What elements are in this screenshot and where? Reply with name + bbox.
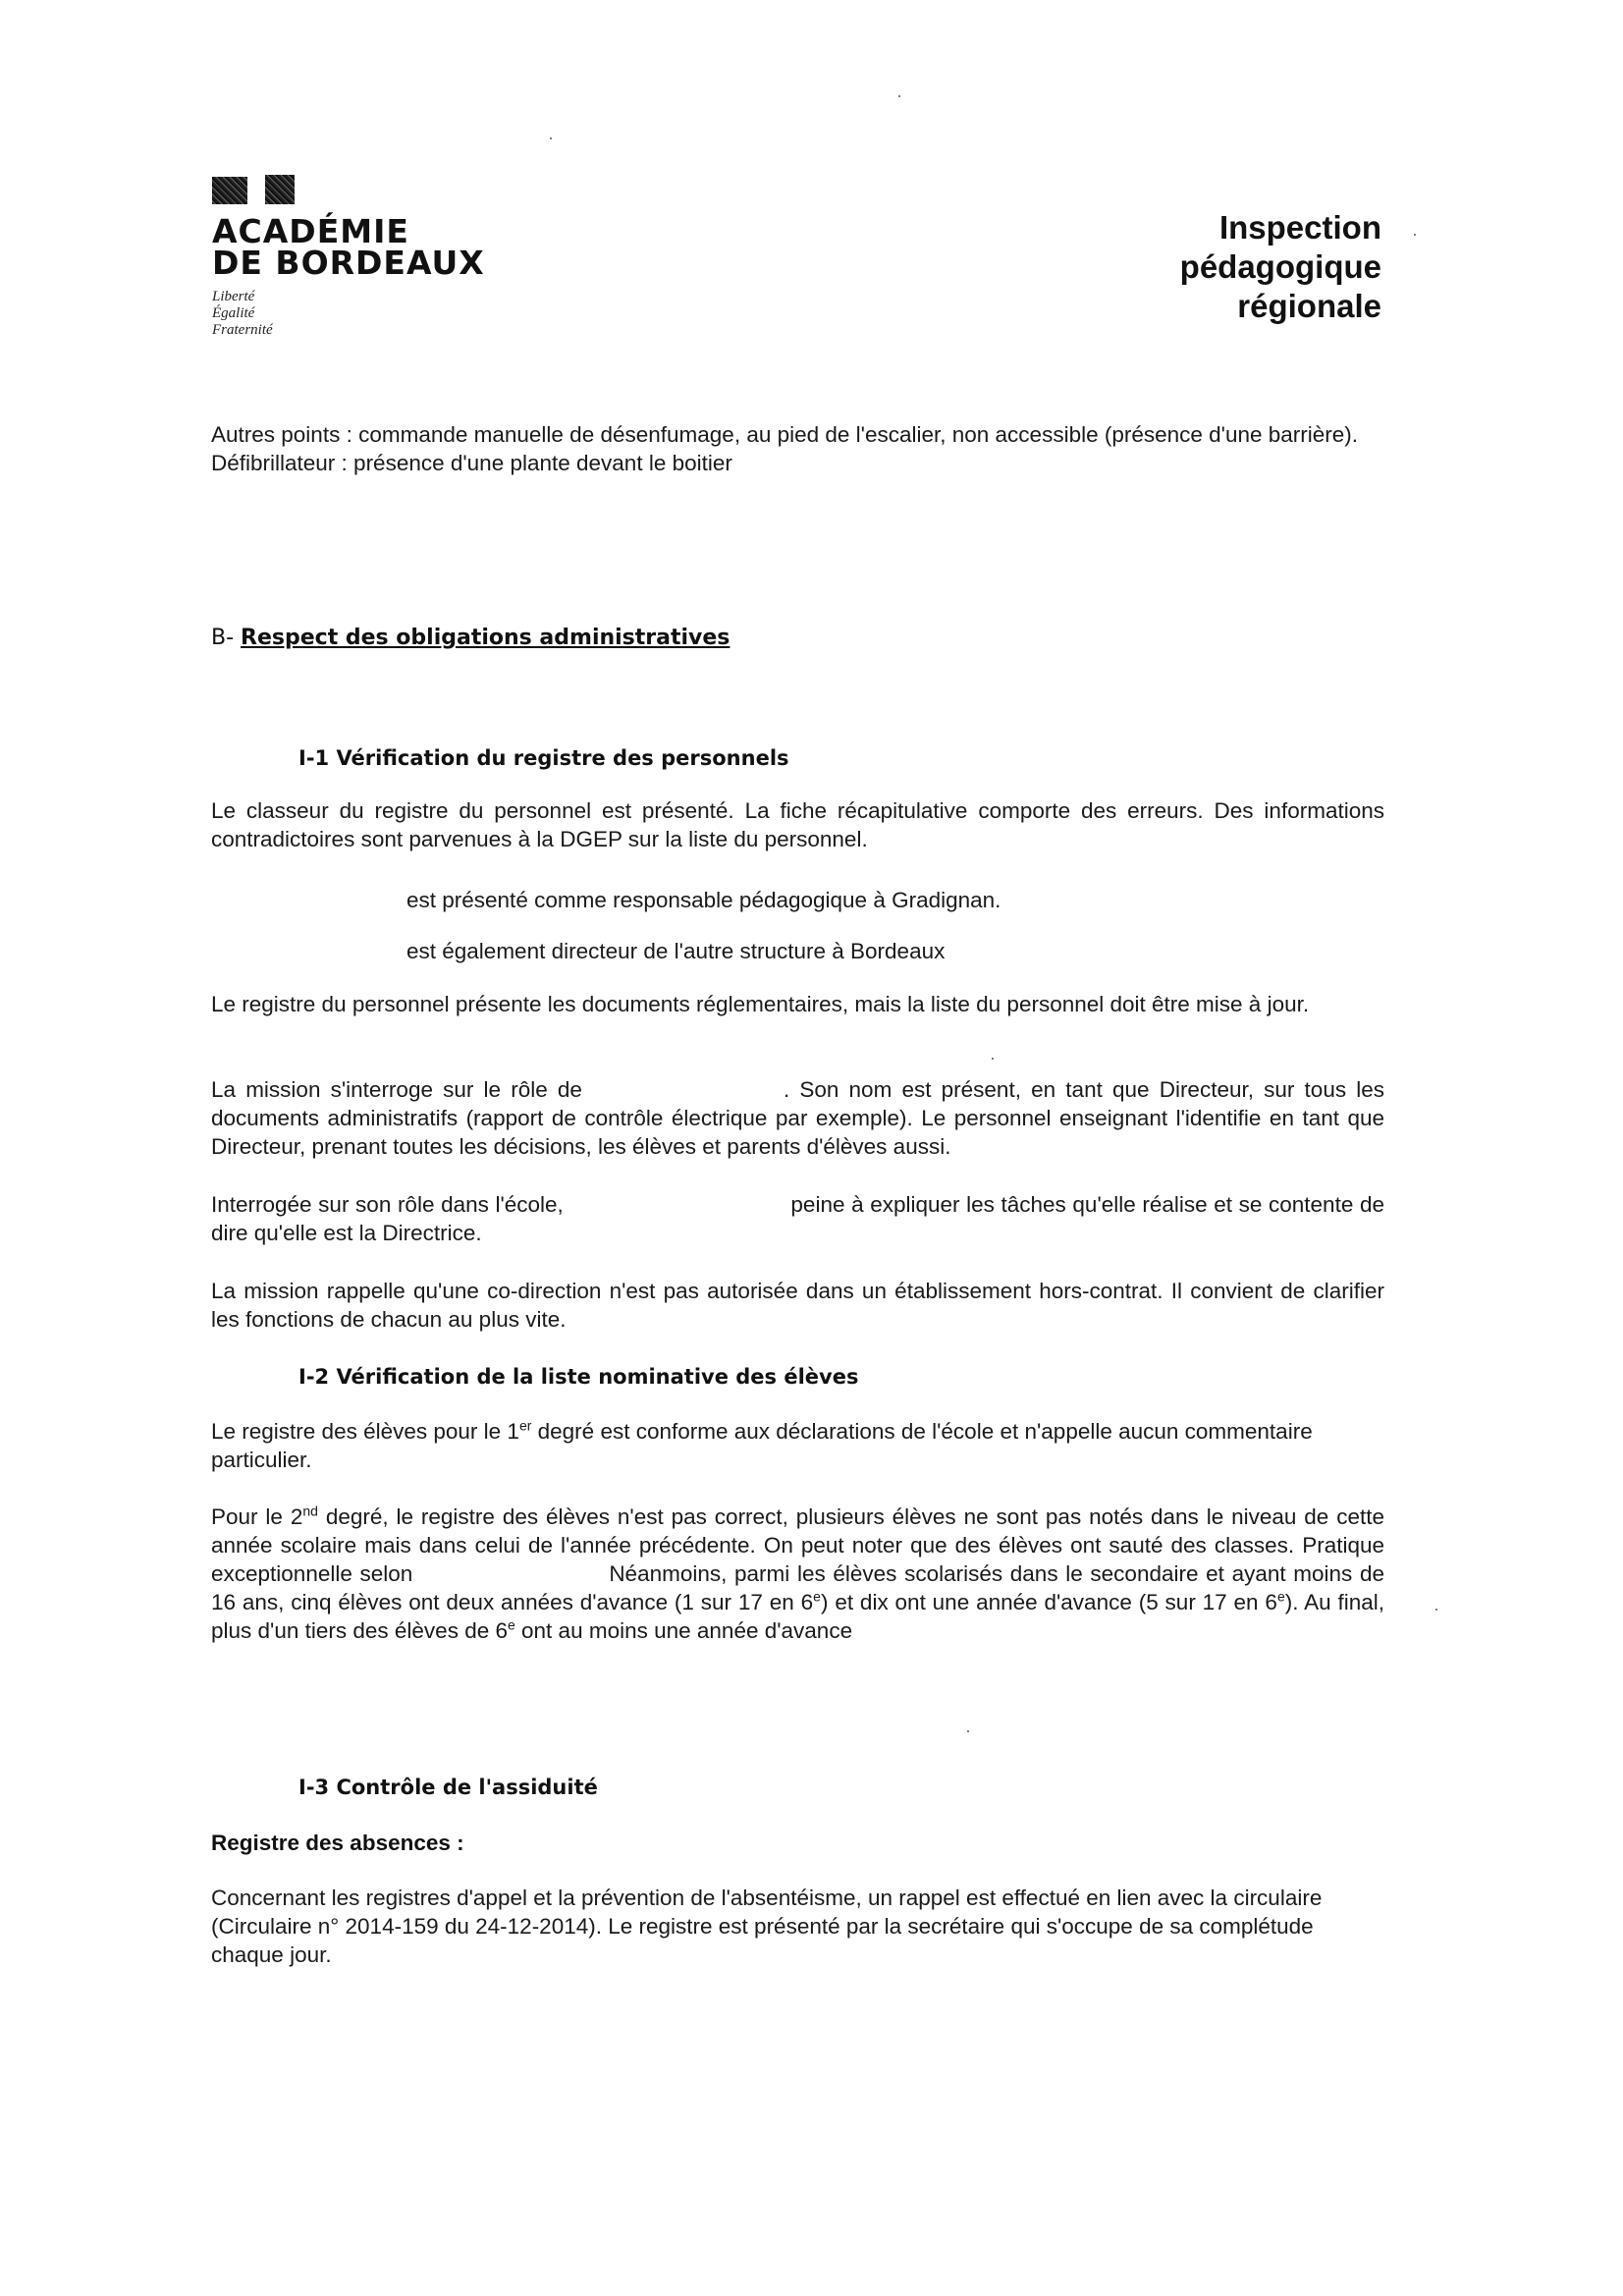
section-1-2-paragraph-1 (211, 1417, 1384, 1474)
section-b-heading (211, 625, 730, 652)
academy-name-line2: DE BORDEAUX (212, 244, 485, 282)
superscript: e (813, 1588, 821, 1605)
scan-speck (1414, 234, 1416, 236)
section-1-1-title: I-1 Vérification du registre des personnels (298, 746, 789, 770)
intro-paragraph: Autres points : commande manuelle de désenfumage, au pied de l'escalier, non accessible (présence d'une barrière). Défibrillateur : présence d'une plante devant le boitier (211, 422, 1359, 475)
inspection-title (1180, 208, 1381, 326)
motto-egalite: Égalité (212, 305, 255, 321)
inspection-title-line1: Inspection (1218, 209, 1381, 246)
emblem-right-icon (265, 175, 295, 204)
scan-speck (1435, 1609, 1437, 1611)
p2-d: ) et dix ont une année d'avance (5 sur 17 en 6 (820, 1590, 1277, 1614)
inspection-title-line2: pédagogique (1179, 248, 1381, 285)
p4-start: Interrogée sur son rôle dans l'école, (211, 1192, 570, 1217)
emblem-left-icon (212, 177, 247, 204)
section-b-prefix: B- (211, 626, 242, 650)
p1-end: degré est conforme aux déclarations de l'école et n'appelle aucun commentaire particulier. (211, 1419, 1313, 1472)
motto-fraternite: Fraternité (212, 322, 273, 338)
section-1-1-paragraph-5: La mission rappelle qu'une co-direction n'est pas autorisée dans un établissement hors-contrat. Il convient de clarifier les fonctions de chacun au plus vite. (211, 1279, 1384, 1332)
superscript: er (518, 1417, 532, 1434)
superscript: e (1276, 1588, 1285, 1605)
republic-motto (212, 289, 485, 339)
scan-speck (992, 1058, 994, 1060)
p2-c: Néanmoins, parmi les élèves scolarisés dans le secondaire et ayant moins de 16 ans, cinq élèves ont deux années d'avance (1 sur 17 en 6 (211, 1561, 1384, 1614)
absence-register-label: Registre des absences : (211, 1831, 464, 1855)
superscript: nd (302, 1503, 318, 1519)
section-1-2-paragraph-2 (211, 1503, 1384, 1645)
scan-speck (967, 1730, 969, 1732)
section-1-3-title: I-3 Contrôle de l'assiduité (298, 1776, 598, 1799)
section-1-1-paragraph-3 (211, 1075, 1384, 1161)
section-b-title: Respect des obligations administratives (241, 626, 730, 650)
p2-b: degré, le registre des élèves n'est pas correct, plusieurs élèves ne sont pas notés dans le niveau de cette année scolaire mais dans celui de l'année précédente. On peut noter que des élèves ont sauté des classes. Pratique exceptionnelle selon (211, 1504, 1384, 1586)
p2-f: ont au moins une année d'avance (514, 1618, 853, 1643)
p3-end: . Son nom est présent, en tant que Directeur, sur tous les documents administratifs (rapport de contrôle électrique par exemple). Le personnel enseignant l'identifie en tant que Directeur, prenant toutes les décisions, les élèves et parents d'élèves aussi. (211, 1077, 1385, 1159)
section-1-1-line-b: est également directeur de l'autre structure à Bordeaux (406, 939, 946, 963)
section-1-1-paragraph-4 (211, 1190, 1384, 1247)
marianne-emblem-icon (212, 175, 485, 204)
academy-name-line1: ACADÉMIE (212, 212, 409, 250)
p2-a: Pour le 2 (211, 1504, 303, 1529)
superscript: e (507, 1616, 515, 1633)
p4-end: peine à expliquer les tâches qu'elle réalise et se contente de dire qu'elle est la Directrice. (211, 1192, 1384, 1245)
section-1-1-paragraph-1: Le classeur du registre du personnel est présenté. La fiche récapitulative comporte des erreurs. Des informations contradictoires sont parvenues à la DGEP sur la liste du personnel. (211, 798, 1384, 851)
academy-logo (212, 175, 485, 339)
inspection-title-line3: régionale (1237, 288, 1381, 324)
section-1-3-paragraph-1: Concernant les registres d'appel et la prévention de l'absentéisme, un rappel est effectué en lien avec la circulaire (Circulaire n° 2014-159 du 24-12-2014). Le registre est présenté par la secrétaire qui s'occupe de sa complétude chaque jour. (211, 1886, 1323, 1967)
section-1-2-title: I-2 Vérification de la liste nominative des élèves (298, 1365, 859, 1389)
scan-speck (898, 95, 900, 97)
p3-start: La mission s'interroge sur le rôle de (211, 1077, 582, 1102)
p2-e: ). Au final, plus d'un tiers des élèves de 6 (211, 1590, 1384, 1643)
section-1-1-paragraph-2: Le registre du personnel présente les documents réglementaires, mais la liste du personnel doit être mise à jour. (211, 992, 1310, 1016)
section-1-1-line-a: est présenté comme responsable pédagogique à Gradignan. (406, 888, 1001, 912)
scan-speck (550, 137, 552, 139)
motto-liberte: Liberté (212, 289, 255, 304)
academy-name (212, 212, 485, 282)
p1-start: Le registre des élèves pour le 1 (211, 1419, 519, 1444)
